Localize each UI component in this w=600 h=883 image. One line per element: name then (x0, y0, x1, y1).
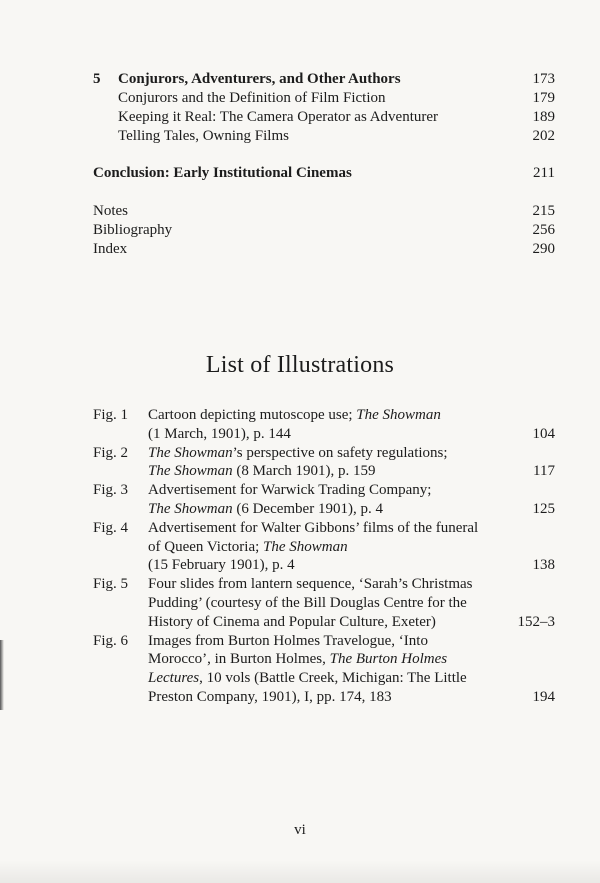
caption-line: Lectures, 10 vols (Battle Creek, Michigan: The Little (148, 670, 467, 687)
conclusion-page: 211 (533, 165, 555, 181)
figure-caption (148, 444, 515, 482)
figure-entry (93, 481, 555, 519)
page-edge-shadow (0, 640, 4, 710)
caption-line: Morocco’, in Burton Holmes, The Burton Holmes (148, 651, 448, 668)
figure-caption (148, 575, 515, 631)
figure-caption (148, 632, 515, 707)
figure-page: 125 (532, 500, 555, 517)
chapter-number: 5 (93, 71, 101, 87)
section-page: 189 (532, 109, 555, 125)
caption-line: The Showman (6 December 1901), p. 4 (148, 500, 383, 517)
caption-line: Advertisement for Warwick Trading Company; (148, 482, 432, 499)
figure-page: 117 (533, 463, 555, 480)
chapter-page: 173 (532, 71, 555, 87)
list-of-illustrations-heading: List of Illustrations (205, 352, 395, 378)
back-matter-page: 290 (532, 241, 555, 257)
figure-label: Fig. 2 (93, 444, 129, 461)
back-matter-title: Index (93, 241, 128, 257)
caption-line: of Queen Victoria; The Showman (148, 538, 348, 555)
toc-section (93, 108, 555, 127)
figure-caption (148, 406, 515, 444)
figure-caption (148, 481, 515, 519)
caption-line: (15 February 1901), p. 4 (148, 557, 295, 574)
page-number: vi (294, 822, 306, 838)
back-matter-page: 215 (532, 203, 555, 219)
caption-line: Four slides from lantern sequence, ‘Sarah’s Christmas (148, 576, 473, 593)
section-title: Telling Tales, Owning Films (118, 128, 289, 144)
section-page: 202 (532, 128, 555, 144)
toc-section (93, 89, 555, 108)
figure-entry (93, 519, 555, 575)
figure-label: Fig. 5 (93, 576, 129, 593)
figure-page: 138 (532, 557, 555, 574)
back-matter-title: Bibliography (93, 222, 173, 238)
figure-page: 104 (532, 425, 555, 442)
figure-entry (93, 575, 555, 631)
figure-entry (93, 406, 555, 444)
back-matter-page: 256 (532, 222, 555, 238)
caption-line: The Showman’s perspective on safety regulations; (148, 444, 448, 461)
toc-back-matter-item (93, 202, 555, 221)
page-bottom-shadow (0, 860, 600, 883)
figure-entry (93, 632, 555, 707)
section-page: 179 (532, 90, 555, 106)
section-title: Conjurors and the Definition of Film Fiction (118, 90, 386, 106)
conclusion-title: Conclusion: Early Institutional Cinemas (93, 165, 352, 181)
illustrations-list (93, 406, 555, 707)
figure-label: Fig. 1 (93, 407, 129, 423)
toc-conclusion (93, 164, 555, 183)
back-matter-title: Notes (93, 203, 128, 219)
figure-caption (148, 519, 515, 575)
figure-entry (93, 444, 555, 482)
toc-chapter-5 (93, 70, 555, 89)
section-title: Keeping it Real: The Camera Operator as Adventurer (118, 109, 439, 125)
caption-line: The Showman (8 March 1901), p. 159 (148, 463, 376, 480)
caption-line: (1 March, 1901), p. 144 (148, 425, 291, 442)
chapter-title: Conjurors, Adventurers, and Other Authors (118, 71, 401, 87)
toc-back-matter-item (93, 240, 555, 259)
caption-line: History of Cinema and Popular Culture, Exeter) (148, 613, 436, 630)
figure-page: 152–3 (517, 613, 555, 630)
figure-label: Fig. 6 (93, 632, 129, 649)
toc-back-matter-item (93, 221, 555, 240)
caption-line: Images from Burton Holmes Travelogue, ‘Into (148, 632, 428, 649)
figure-label: Fig. 3 (93, 482, 129, 499)
figure-label: Fig. 4 (93, 519, 129, 536)
caption-line: Pudding’ (courtesy of the Bill Douglas Centre for the (148, 594, 467, 611)
table-of-contents (93, 70, 555, 259)
toc-section (93, 127, 555, 146)
figure-page: 194 (532, 688, 555, 705)
caption-line: Preston Company, 1901), I, pp. 174, 183 (148, 688, 392, 705)
caption-line: Cartoon depicting mutoscope use; The Showman (148, 407, 441, 423)
caption-line: Advertisement for Walter Gibbons’ films of the funeral (148, 519, 479, 536)
